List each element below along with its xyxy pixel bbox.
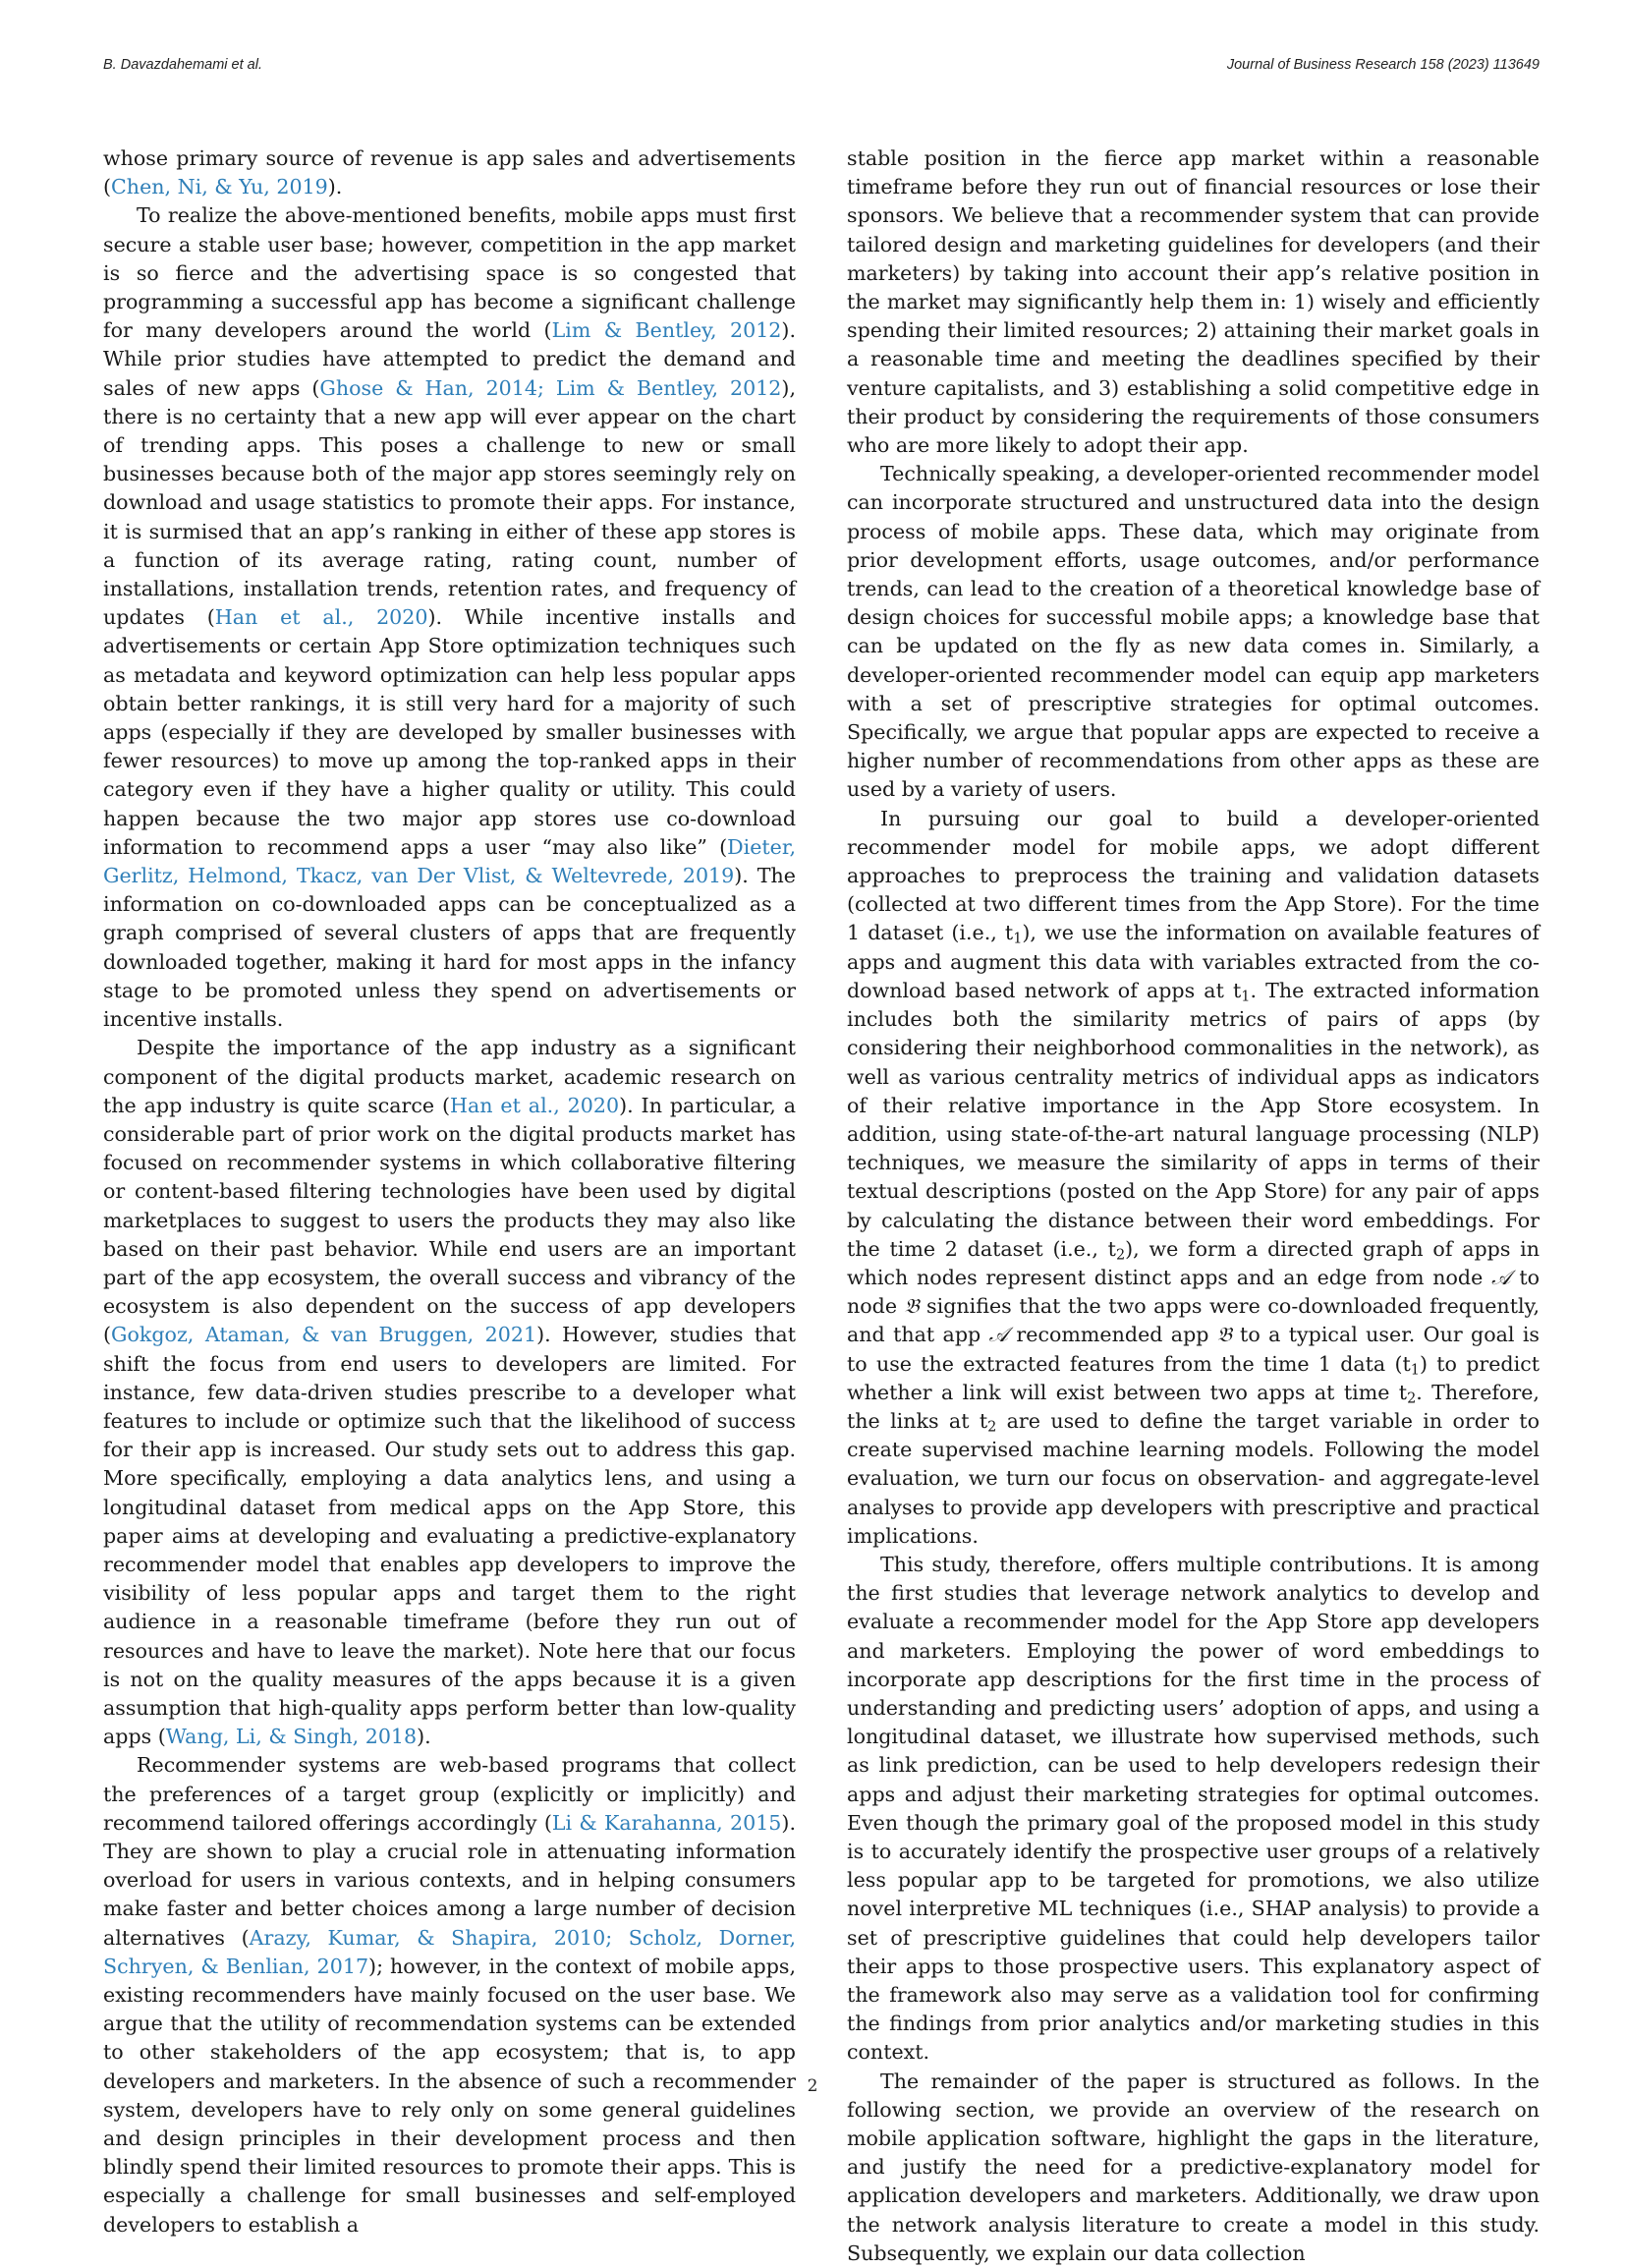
subscript: 1 bbox=[1013, 932, 1023, 948]
citation-link[interactable]: Han et al., 2020 bbox=[450, 1093, 620, 1117]
citation-link[interactable]: Gokgoz, Ataman, & van Bruggen, 2021 bbox=[111, 1323, 537, 1347]
subscript: 2 bbox=[987, 1419, 997, 1436]
left-column bbox=[103, 144, 796, 2240]
citation-link[interactable]: Lim & Bentley, 2012 bbox=[551, 318, 782, 343]
running-head bbox=[103, 57, 1540, 81]
math-symbol: 𝒜 bbox=[988, 1323, 1009, 1347]
subscript: 1 bbox=[1241, 989, 1251, 1005]
paragraph: This study, therefore, offers multiple contributions. It is among the first studies that leverage network analytics to develop and evaluate a recommender model for the App Store app developers and marketers. Employing the power of word embeddings to incorporate app descriptions for the first time in the process of understanding and predicting users’ adoption of apps, and using a longitudinal dataset, we illustrate how supervised methods, such as link prediction, can be used to help developers redesign their apps and adjust their marketing strategies for optimal outcomes. Even though the primary goal of the proposed model in this study is to accurately identify the prospective user groups of a relatively less popular app to be targeted for promotions, we also utilize novel interpretive ML techniques (i.e., SHAP analysis) to provide a set of prescriptive guidelines that could help developers tailor their apps to those prospective users. This explanatory aspect of the framework also may serve as a validation tool for confirming the findings from prior analytics and/or marketing studies in this context. bbox=[847, 1552, 1540, 2065]
math-symbol: 𝒜 bbox=[1491, 1265, 1511, 1289]
paragraph: whose primary source of revenue is app sales and advertisements (Chen, Ni, & Yu, 2019). bbox=[103, 146, 796, 199]
citation-link[interactable]: Ghose & Han, 2014; Lim & Bentley, 2012 bbox=[319, 375, 782, 400]
paragraph: To realize the above-mentioned benefits, mobile apps must first secure a stable user base; however, competition in the app market is so fierce and the advertising space is so congested that programming a successful app has become a significant challenge for many developers around the world (Lim & Bentley, 2012). While prior studies have attempted to predict the demand and sales of new apps (Ghose & Han, 2014; Lim & Bentley, 2012), there is no certainty that a new app will ever appear on the chart of trending apps. This poses a challenge to new or small businesses because both of the major app stores seemingly rely on download and usage statistics to promote their apps. For instance, it is surmised that an app’s ranking in either of these app stores is a function of its average rating, rating count, number of installations, installation trends, retention rates, and frequency of updates (Han et al., 2020). While incentive installs and advertisements or certain App Store optimization techniques such as metadata and keyword optimization can help less popular apps obtain better rankings, it is still very hard for a majority of such apps (especially if they are developed by smaller businesses with fewer resources) to move up among the top-ranked apps in their category even if they have a higher quality or utility. This could happen because the two major app stores use co-download information to recommend apps a user “may also like” (Dieter, Gerlitz, Helmond, Tkacz, van Der Vlist, & Weltevrede, 2019). The information on co-downloaded apps can be conceptualized as a graph comprised of several clusters of apps that are frequently downloaded together, making it hard for most apps in the infancy stage to be promoted unless they spend on advertisements or incentive installs. bbox=[103, 203, 797, 1032]
paragraph: Despite the importance of the app industry as a significant component of the digital products market, academic research on the app industry is quite scarce (Han et al., 2020). In particular, a considerable part of prior work on the digital products market has focused on recommender systems in which collaborative filtering or content-based filtering technologies have been used by digital marketplaces to suggest to users the products they may also like based on their past behavior. While end users are an important part of the app ecosystem, the overall success and vibrancy of the ecosystem is also dependent on the success of app developers (Gokgoz, Ataman, & van Bruggen, 2021). However, studies that shift the focus from end users to developers are limited. For instance, few data-driven studies prescribe to a developer what features to include or optimize such that the likelihood of success for their app is increased. Our study sets out to address this gap. More specifically, employing a data analytics lens, and using a longitudinal dataset from medical apps on the App Store, this paper aims at developing and evaluating a predictive-explanatory recommender model that enables app developers to improve the visibility of less popular apps and target them to the right audience in a reasonable timeframe (before they run out of resources and have to leave the market). Note here that our focus is not on the quality measures of the apps because it is a given assumption that high-quality apps perform better than low-quality apps (Wang, Li, & Singh, 2018). bbox=[103, 1036, 796, 1749]
header-authors: B. Davazdahemami et al. bbox=[103, 57, 262, 73]
citation-link[interactable]: Han et al., 2020 bbox=[214, 605, 428, 630]
paragraph: In pursuing our goal to build a developer-oriented recommender model for mobile apps, we adopt different approaches to preprocess the training and validation datasets (collected at two different times from the App Store). For the time 1 dataset (i.e., $t_1$), we use the information on available features of apps and augment this data with variables extracted from the co-download based network of apps at $t_1$. The extracted information includes both the similarity metrics of pairs of apps (by considering their neighborhood commonalities in the network), as well as various centrality metrics of individual apps as indicators of their relative importance in the App Store ecosystem. In addition, using state-of-the-art natural language processing (NLP) techniques, we measure the similarity of apps in terms of their textual descriptions (posted on the App Store) for any pair of apps by calculating the distance between their word embeddings. For the time 2 dataset (i.e., $t_2$), we form a directed graph of apps in which nodes represent distinct apps and an edge from node 𝒜 to node 𝔅 signifies that the two apps were co-downloaded frequently, and that app 𝒜 recommended app 𝔅 to a typical user. Our goal is to use the extracted features from the time 1 data $(t_1)$ to predict whether a link will exist between two apps at time $t_2$. Therefore, the links at $t_2$ are used to define the target variable in order to create supervised machine learning models. Following the model evaluation, we turn our focus on observation- and aggregate-level analyses to provide app developers with prescriptive and practical implications. bbox=[847, 806, 1541, 1548]
citation-link[interactable]: Arazy, Kumar, & Shapira, 2010; Scholz, Dorner, Schryen, & Benlian, 2017 bbox=[103, 1925, 797, 1978]
citation-link[interactable]: Dieter, Gerlitz, Helmond, Tkacz, van Der Vlist, & Weltevrede, 2019 bbox=[103, 834, 796, 888]
paragraph: The remainder of the paper is structured as follows. In the following section, we provide an overview of the research on mobile application software, highlight the gaps in the literature, and justify the need for a predictive-explanatory model for application developers and marketers. Additionally, we draw upon the network analysis literature to create a model in this study. Subsequently, we explain our data collection bbox=[847, 2069, 1540, 2265]
subscript: 1 bbox=[1410, 1362, 1420, 1379]
citation-link[interactable]: Wang, Li, & Singh, 2018 bbox=[165, 1725, 418, 1749]
math-symbol: 𝔅 bbox=[904, 1294, 920, 1319]
page-number: 2 bbox=[807, 2076, 818, 2096]
paragraph: Recommender systems are web-based programs that collect the preferences of a target group (explicitly or implicitly) and recommend tailored offerings accordingly (Li & Karahanna, 2015). They are shown to play a crucial role in attenuating information overload for users in various contexts, and in helping consumers make faster and better choices among a large number of decision alternatives (Arazy, Kumar, & Shapira, 2010; Scholz, Dorner, Schryen, & Benlian, 2017); however, in the context of mobile apps, existing recommenders have mainly focused on the user base. We argue that the utility of recommendation systems can be extended to other stakeholders of the app ecosystem; that is, to app developers and marketers. In the absence of such a recommender system, developers have to rely only on some general guidelines and design principles in their development process and then blindly spend their limited resources to promote their apps. This is especially a challenge for small businesses and self-employed developers to establish a bbox=[103, 1753, 797, 2237]
paragraph: Technically speaking, a developer-oriented recommender model can incorporate structured and unstructured data into the design process of mobile apps. These data, which may originate from prior development efforts, usage outcomes, and/or performance trends, can lead to the creation of a theoretical knowledge base of design choices for successful mobile apps; a knowledge base that can be updated on the fly as new data comes in. Similarly, a developer-oriented recommender model can equip app marketers with a set of prescriptive strategies for optimal outcomes. Specifically, we argue that popular apps are expected to receive a higher number of recommendations from other apps as these are used by a variety of users. bbox=[847, 462, 1540, 802]
math-symbol: 𝔅 bbox=[1216, 1323, 1232, 1347]
subscript: 2 bbox=[1115, 1247, 1126, 1264]
header-journal: Journal of Business Research 158 (2023) 113649 bbox=[1226, 57, 1540, 73]
right-column bbox=[847, 144, 1540, 2268]
subscript: 2 bbox=[1407, 1390, 1417, 1407]
paragraph: stable position in the fierce app market within a reasonable timeframe before they run out of financial resources or lose their sponsors. We believe that a recommender system that can provide tailored design and marketing guidelines for developers (and their marketers) by taking into account their app’s relative position in the market may significantly help them in: 1) wisely and efficiently spending their limited resources; 2) attaining their market goals in a reasonable time and meeting the deadlines specified by their venture capitalists, and 3) establishing a solid competitive edge in their product by considering the requirements of those consumers who are more likely to adopt their app. bbox=[847, 146, 1540, 458]
citation-link[interactable]: Li & Karahanna, 2015 bbox=[551, 1810, 782, 1835]
citation-link[interactable]: Chen, Ni, & Yu, 2019 bbox=[111, 175, 328, 199]
